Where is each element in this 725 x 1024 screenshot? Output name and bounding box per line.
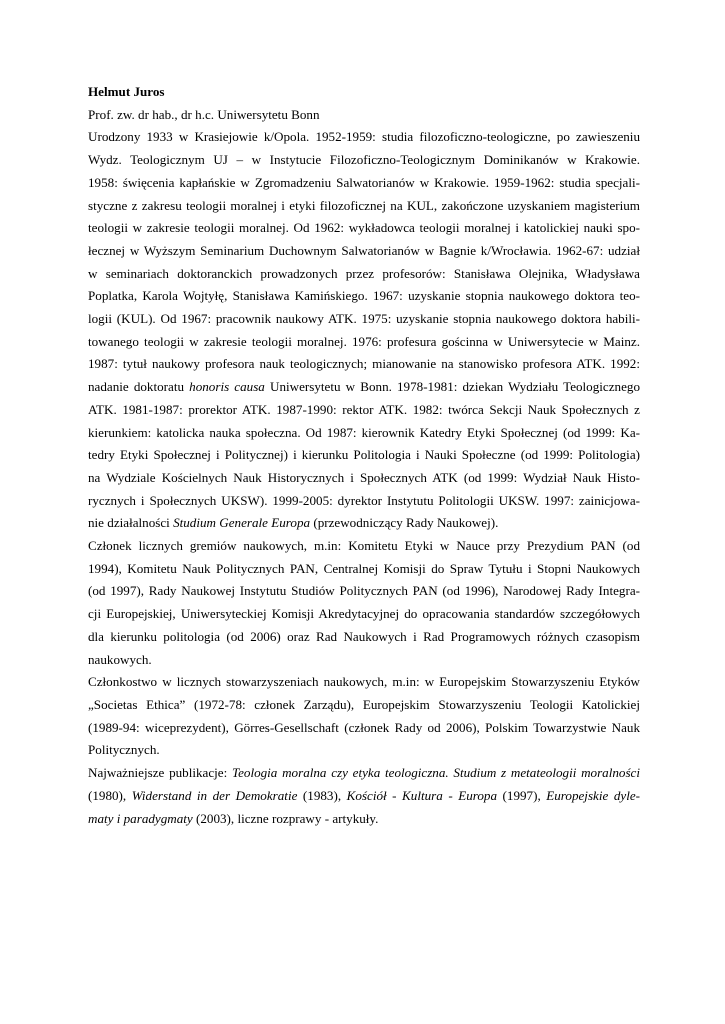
bio-line: Poplatka, Karola Wojtyłę, Stanisława Kamińskiego. 1967: uzyskanie stopnia naukowego doktora teo- xyxy=(88,288,640,304)
publications-line xyxy=(88,785,640,808)
bio-line: łecznej w Wyższym Seminarium Duchownym Salwatorianów w Bagnie k/Wrocławia. 1962-67: udział xyxy=(88,242,640,258)
publications-paragraph xyxy=(88,762,640,830)
publications-line xyxy=(88,762,640,785)
society-line: „Societas Ethica” (1972-78: członek Zarządu), Europejskim Stowarzyszeniu Teologii Katolickiej xyxy=(88,696,640,712)
document-page xyxy=(88,81,640,830)
bio-line: rycznych i Społecznych UKSW). 1999-2005: dyrektor Instytutu Politologii UKSW. 1997: zainicjowa- xyxy=(88,492,640,508)
bio-line: kierunkiem: katolicka nauka społeczna. Od 1987: kierownik Katedry Etyki Społecznej (od 1999: Ka- xyxy=(88,424,640,440)
bio-line: na Wydziale Kościelnych Nauk Historycznych i Społecznych ATK (od 1999: Wydział Nauk Histo- xyxy=(88,469,640,485)
bio-line: w seminariach doktoranckich prowadzonych przez profesorów: Stanisława Olejnika, Władysława xyxy=(88,265,640,281)
publications-line xyxy=(88,808,640,831)
publication-title: Kościół - Kultura - Europa xyxy=(346,787,498,803)
society-line: Członkostwo w licznych stowarzyszeniach naukowych, m.in: w Europejskim Stowarzyszeniu Etyków xyxy=(88,674,640,690)
bio-text: nie działalności xyxy=(88,515,174,531)
society-line: (1989-94: wiceprezydent), Görres-Gesellschaft (członek Rady od 2006), Polskim Towarzystwie Nauk xyxy=(88,719,640,735)
bio-line xyxy=(88,512,640,535)
bio-italic-text: honoris causa xyxy=(189,379,265,395)
author-position: Prof. zw. dr hab., dr h.c. Uniwersytetu Bonn xyxy=(88,106,320,122)
bio-line: 1987: tytuł naukowy profesora nauk teologicznych; mianowanie na stanowisko profesora ATK. 1992: xyxy=(88,356,640,372)
bio-line: ATK. 1981-1987: prorektor ATK. 1987-1990: rektor ATK. 1982: twórca Sekcji Nauk Społecznych z xyxy=(88,401,640,417)
publication-title: Europejskie dyle- xyxy=(546,787,640,803)
publications-text: (1997), xyxy=(497,787,547,803)
bio-line: teologii w zakresie teologii moralnej. Od 1962: wykładowca teologii moralnej i katolickiej nauki spo- xyxy=(88,220,640,236)
bio-line: styczne z zakresu teologii moralnej i etyki filozoficznej na KUL, zakończone uzyskaniem magisterium xyxy=(88,197,640,213)
bio-text: nadanie doktoratu xyxy=(88,379,190,395)
membership-line: (od 1997), Rady Naukowej Instytutu Studiów Politycznych PAN (od 1996), Narodowej Rady Integra- xyxy=(88,583,640,599)
bio-text: Uniwersytetu w Bonn. 1978-1981: dziekan Wydziału Teologicznego xyxy=(264,379,640,395)
membership-line: Członek licznych gremiów naukowych, m.in: Komitetu Etyki w Nauce przy Prezydium PAN (od xyxy=(88,538,640,554)
bio-line: logii (KUL). Od 1967: pracownik naukowy ATK. 1975: uzyskanie stopnia naukowego doktora habili- xyxy=(88,311,640,327)
publications-text: Najważniejsze publikacje: xyxy=(88,765,232,781)
publications-text: (1980), xyxy=(88,787,132,803)
membership-line: cji Europejskiej, Uniwersyteckiej Komisji Akredytacyjnej do opracowania standardów szczegółowych xyxy=(88,606,640,622)
bio-line: 1958: święcenia kapłańskie w Zgromadzeniu Salwatorianów w Krakowie. 1959-1962: studia specjali- xyxy=(88,174,640,190)
bio-line xyxy=(88,376,640,399)
publication-title: Teologia moralna czy etyka teologiczna. Studium z metateologii moralności xyxy=(232,765,641,781)
bio-line: tedry Etyki Społecznej i Politycznej) i kierunku Politologia i Nauki Społeczne (od 1999: Politologia) xyxy=(88,447,640,463)
publication-title: maty i paradygmaty xyxy=(88,810,193,826)
publication-title: Widerstand in der Demokratie xyxy=(131,787,298,803)
bio-text: (przewodniczący Rady Naukowej). xyxy=(310,515,499,531)
society-line: Politycznych. xyxy=(88,742,160,758)
bio-line: towanego teologii w zakresie teologii moralnej. 1976: profesura gościnna w Uniwersytecie w Mainz. xyxy=(88,333,640,349)
membership-line: dla kierunku politologia (od 2006) oraz Rad Naukowych i Rad Programowych różnych czasopism xyxy=(88,628,640,644)
membership-line: 1994), Komitetu Nauk Politycznych PAN, Centralnej Komisji do Spraw Tytułu i Stopni Naukowych xyxy=(88,560,640,576)
biography-paragraph xyxy=(88,126,640,535)
bio-italic-text: Studium Generale Europa xyxy=(173,515,311,531)
membership-paragraph xyxy=(88,535,640,671)
society-paragraph xyxy=(88,671,640,762)
publications-text: (2003), liczne rozprawy - artykuły. xyxy=(192,810,379,826)
publications-text: (1983), xyxy=(297,787,347,803)
membership-line: naukowych. xyxy=(88,651,152,667)
bio-line: Urodzony 1933 w Krasiejowie k/Opola. 1952-1959: studia filozoficzno-teologiczne, po zawieszeniu xyxy=(88,129,640,145)
author-name: Helmut Juros xyxy=(88,84,165,99)
bio-line: Wydz. Teologicznym UJ – w Instytucie Filozoficzno-Teologicznym Dominikanów w Krakowie. xyxy=(88,152,640,168)
